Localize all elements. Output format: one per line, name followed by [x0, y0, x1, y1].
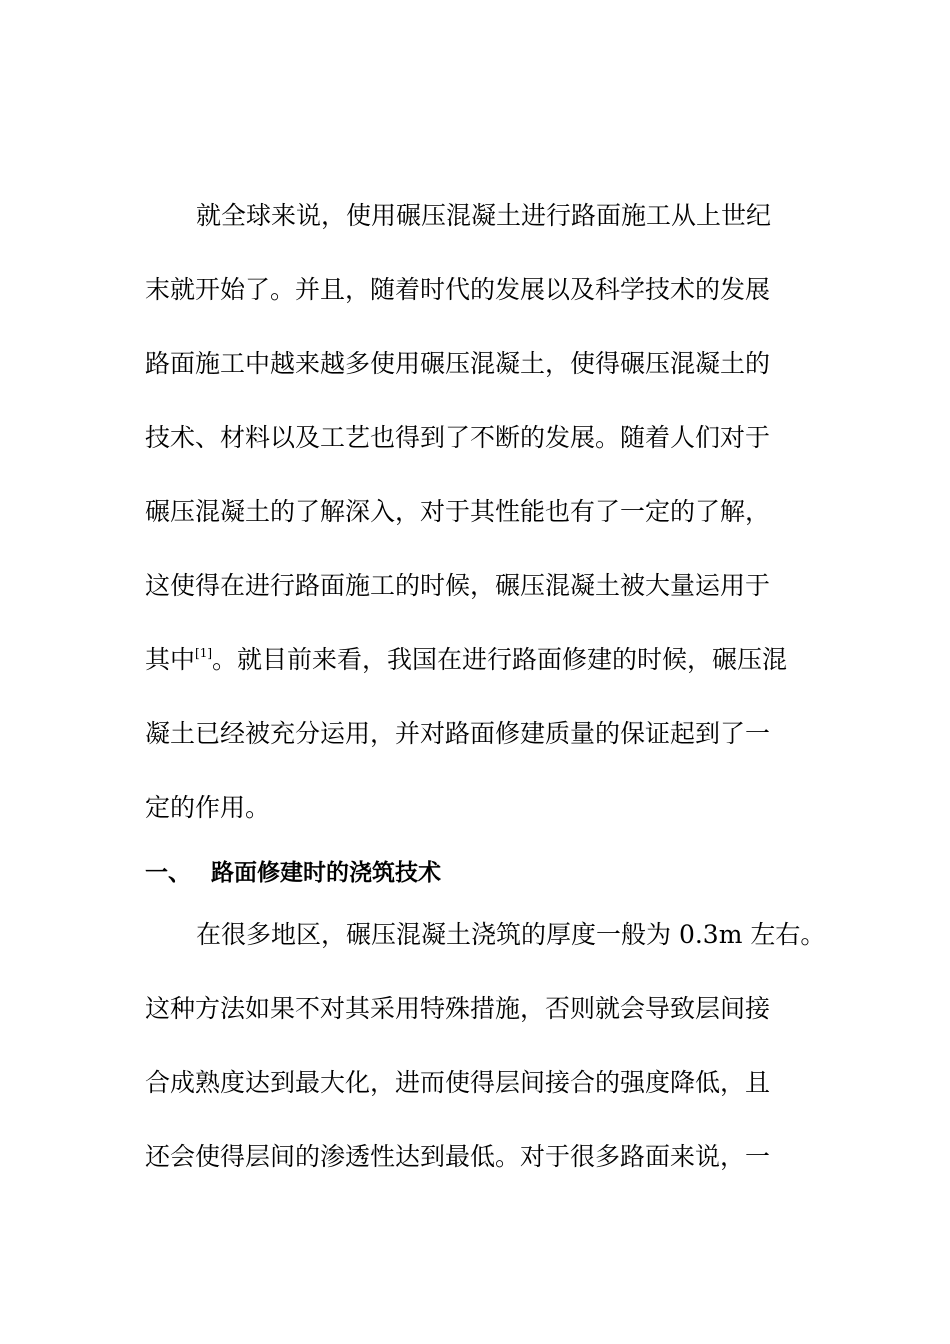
paragraph-1-line-2: 末就开始了。并且，随着时代的发展以及科学技术的发展 — [145, 275, 771, 304]
section-heading — [145, 858, 441, 888]
paragraph-1-line-1: 就全球来说，使用碾压混凝土进行路面施工从上世纪 — [196, 201, 772, 230]
paragraph-1-line-8: 凝土已经被充分运用，并对路面修建质量的保证起到了一 — [145, 719, 771, 748]
line-7-start: 其中 — [145, 645, 196, 674]
citation-marker: [1] — [195, 646, 213, 660]
paragraph-1-line-7 — [145, 645, 787, 675]
paragraph-2-line-4: 还会使得层间的渗透性达到最低。对于很多路面来说，一 — [145, 1142, 771, 1171]
paragraph-1-line-6: 这使得在进行路面施工的时候，碾压混凝土被大量运用于 — [145, 571, 771, 600]
paragraph-1-line-4: 技术、材料以及工艺也得到了不断的发展。随着人们对于 — [145, 423, 771, 452]
paragraph-2-line-2: 这种方法如果不对其采用特殊措施，否则就会导致层间接 — [145, 994, 771, 1023]
paragraph-1-line-9: 定的作用。 — [145, 793, 271, 822]
paragraph-2-line-3: 合成熟度达到最大化，进而使得层间接合的强度降低，且 — [145, 1068, 771, 1097]
section-title: 路面修建时的浇筑技术 — [211, 860, 441, 886]
paragraph-1-line-5: 碾压混凝土的了解深入，对于其性能也有了一定的了解， — [145, 497, 771, 526]
paragraph-2-line-1: 在很多地区，碾压混凝土浇筑的厚度一般为 0.3m 左右。 — [196, 920, 826, 949]
paragraph-1-line-3: 路面施工中越来越多使用碾压混凝土，使得碾压混凝土的 — [145, 349, 771, 378]
section-number: 一、 — [145, 860, 191, 886]
line-7-end: 。就目前来看，我国在进行路面修建的时候，碾压混 — [212, 645, 788, 674]
